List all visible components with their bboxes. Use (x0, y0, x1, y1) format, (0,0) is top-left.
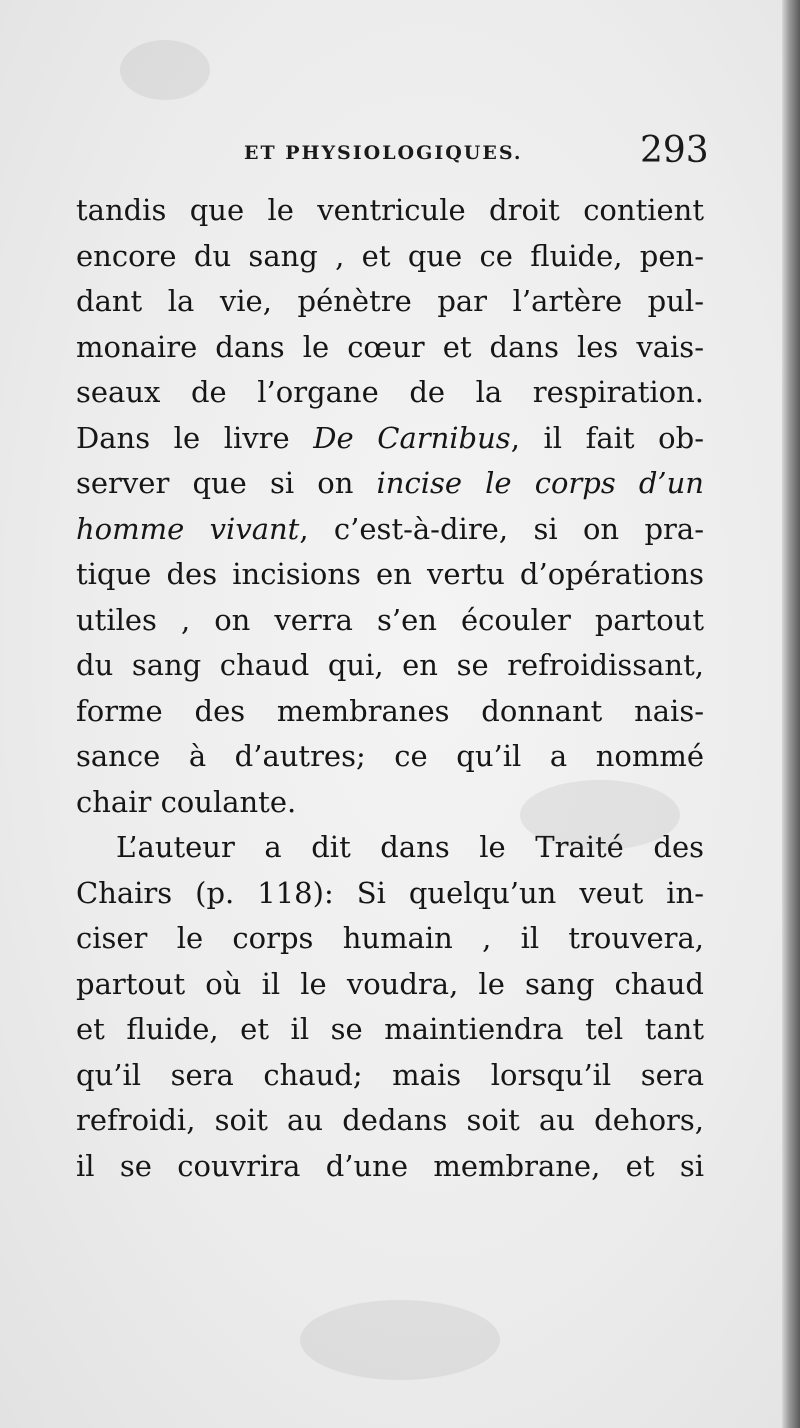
body-text (76, 188, 704, 1189)
text-segment: server que si on (76, 466, 377, 500)
paper-stain (300, 1300, 500, 1380)
text-segment: , il fait ob- (510, 420, 704, 455)
text-segment: dant la vie, pénètre par l’artère pul- (76, 284, 704, 318)
text-line (76, 825, 704, 871)
text-line (76, 871, 704, 917)
text-segment: il se couvrira d’une membrane, et si (76, 1148, 704, 1183)
text-segment: Chairs (p. 118): Si quelqu’un veut in- (76, 875, 704, 910)
text-segment: tandis que le ventricule droit contient (76, 193, 704, 227)
text-line (76, 416, 704, 462)
text-segment: tique des incisions en vertu d’opérations (76, 557, 704, 591)
text-line (76, 188, 704, 234)
text-line (76, 598, 704, 644)
text-line (76, 552, 704, 598)
text-line (76, 962, 704, 1008)
text-line (76, 734, 704, 780)
page-header (0, 128, 782, 188)
running-head: ET PHYSIOLOGIQUES. (244, 142, 523, 164)
text-line (76, 279, 704, 325)
text-line (76, 1098, 704, 1144)
text-line (76, 689, 704, 735)
italic-text: incise le corps d’un (376, 466, 704, 500)
text-segment: L’auteur a dit dans le Traité des (116, 830, 704, 864)
text-line (76, 643, 704, 689)
paragraph (76, 825, 704, 1189)
italic-text: De Carnibus (313, 420, 511, 455)
text-line (76, 1144, 704, 1190)
text-segment: qu’il sera chaud; mais lorsqu’il sera (76, 1057, 704, 1092)
text-line (76, 1007, 704, 1053)
page-number: 293 (640, 130, 709, 171)
text-segment: et fluide, et il se maintiendra tel tant (76, 1012, 704, 1046)
text-line (76, 916, 704, 962)
text-line (76, 507, 704, 553)
text-segment: , c’est-à-dire, si on pra- (299, 511, 704, 546)
text-segment: chair coulante. (76, 784, 297, 819)
italic-text: homme vivant (76, 511, 300, 546)
text-line (76, 1053, 704, 1099)
text-line (76, 234, 704, 280)
text-segment: refroidi, soit au dedans soit au dehors, (76, 1103, 704, 1137)
text-segment: seaux de l’organe de la respiration. (76, 375, 704, 409)
text-line (76, 370, 704, 416)
text-segment: ciser le corps humain , il trouvera, (76, 921, 704, 955)
text-segment: encore du sang , et que ce fluide, pen- (76, 238, 704, 273)
text-segment: forme des membranes donnant nais- (76, 693, 704, 728)
text-line (76, 780, 704, 826)
text-segment: partout où il le voudra, le sang chaud (76, 966, 704, 1001)
text-segment: sance à d’autres; ce qu’il a nommé (76, 739, 704, 773)
text-segment: Dans le livre (76, 420, 314, 455)
paragraph (76, 188, 704, 825)
text-segment: monaire dans le cœur et dans les vais- (76, 329, 704, 364)
text-segment: utiles , on verra s’en écouler partout (76, 602, 704, 637)
text-line (76, 461, 704, 507)
paper-stain (120, 40, 210, 100)
text-segment: du sang chaud qui, en se refroidissant, (76, 648, 704, 682)
page-edge-shadow (782, 0, 800, 1428)
text-line (76, 325, 704, 371)
